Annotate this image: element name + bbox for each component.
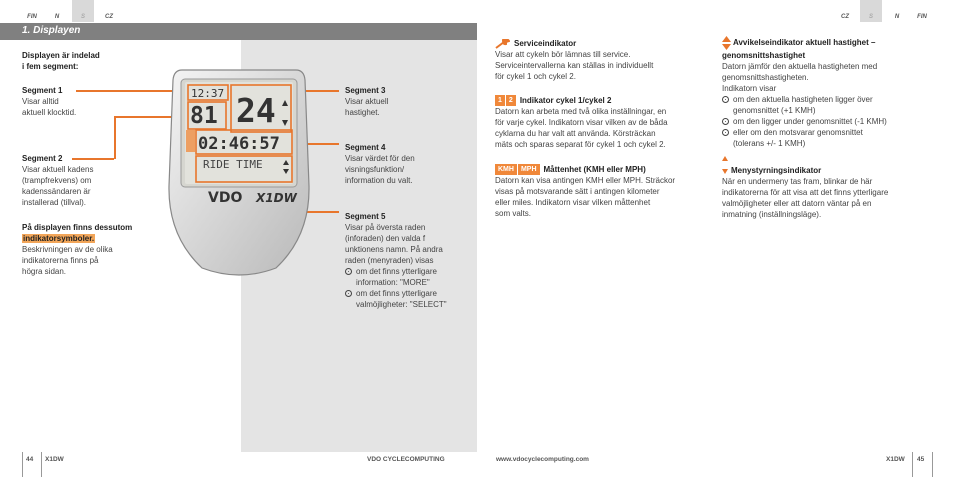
cycle-computer-illustration — [168, 68, 310, 278]
device-speed: 24 — [236, 91, 276, 130]
lang-tab-fin-left[interactable]: FIN — [27, 14, 37, 20]
footer-model-left: X1DW — [45, 456, 64, 463]
segment-5-block — [345, 211, 473, 310]
bullet-icon — [345, 268, 352, 275]
page-number-left: 44 — [26, 456, 34, 463]
segment-3-line-2: hastighet. — [345, 108, 380, 117]
segment-3-heading: Segment 3 — [345, 86, 386, 95]
bullet-icon — [722, 118, 729, 125]
wrench-icon — [495, 39, 510, 49]
lang-tab-n-left[interactable]: N — [54, 14, 60, 20]
up-down-arrows-icon — [722, 36, 731, 50]
segment-5-line-4: raden (menyraden) visas — [345, 256, 434, 265]
segment-3-block — [345, 85, 388, 118]
page-footer — [0, 452, 954, 477]
bullet-icon — [722, 96, 729, 103]
extra-heading: På displayen finns dessutom — [22, 223, 133, 232]
menu-indicator-block: Menystyrningsindikator När en undermeny tas fram, blinkar de här indikatorerna för att visa att det finns ytterligare valmöjligheter eller att datorn väntar på en inmatning (inställningsläge). — [722, 156, 937, 220]
list-item: eller om den motsvarar genomsnittet (tolerans +/- 1 KMH) — [722, 127, 937, 149]
segment-4-line-3: information du valt. — [345, 176, 413, 185]
segment-5-line-3: unktionens namn. På andra — [345, 245, 443, 254]
lang-tab-fin-right[interactable]: FIN — [917, 14, 927, 20]
segment-4-block — [345, 142, 415, 186]
segment-1-block — [22, 85, 76, 118]
unit-heading: Måttenhet (KMH eller MPH) — [543, 165, 646, 174]
footer-divider — [912, 452, 913, 477]
intro-line-2: i fem segment: — [22, 62, 79, 71]
device-cadence: 81 — [190, 103, 218, 129]
menu-heading: Menystyrningsindikator — [731, 166, 822, 175]
segment-2-heading: Segment 2 — [22, 154, 63, 163]
footer-divider — [22, 452, 23, 477]
list-item: om den aktuella hastigheten ligger över genomsnittet (+1 KMH) — [722, 94, 937, 116]
segment-3-line-1: Visar aktuell — [345, 97, 389, 106]
section-header-bar — [0, 23, 477, 40]
segment-5-heading: Segment 5 — [345, 212, 386, 221]
device-model: X1DW — [256, 191, 297, 205]
extra-line-2: indikatorerna finns på — [22, 256, 99, 265]
list-item: om det finns ytterligare valmöjligheter: "SELECT" — [345, 288, 473, 310]
footer-brand: VDO CYCLECOMPUTING — [367, 456, 445, 463]
intro-line-1: Displayen är indelad — [22, 51, 100, 60]
list-item: om den ligger under genomsnittet (-1 KMH) — [722, 116, 937, 127]
lang-tab-cz-right[interactable]: CZ — [841, 14, 849, 20]
segment-2-line-2: (trampfrekvens) om — [22, 176, 92, 185]
segment-1-line-2: aktuell klocktid. — [22, 108, 77, 117]
bike-indicator-block: 1 2 Indikator cykel 1/cykel 2 Datorn kan arbeta med två olika inställningar, en för varje cykel. Indikatorn visar vilken av de båda cyklarna du har valt att använda. Körsträckan mäts och sparas separat för cykel 1 och cykel 2. — [495, 96, 668, 150]
bike-heading: Indikator cykel 1/cykel 2 — [519, 96, 612, 105]
lang-tab-cz-left[interactable]: CZ — [105, 14, 113, 20]
bullet-icon — [722, 129, 729, 136]
menu-arrows-icon — [722, 156, 728, 174]
extra-highlight: indikatorsymboler. — [23, 234, 95, 243]
bike-1-badge: 1 — [495, 95, 505, 106]
kmh-badge: KMH — [495, 164, 517, 175]
bike-2-badge: 2 — [506, 95, 516, 106]
segment-5-line-2: (inforaden) den valda f — [345, 234, 426, 243]
footer-divider — [932, 452, 933, 477]
list-item: om det finns ytterligare information: "MORE" — [345, 266, 473, 288]
device-brand: VDO — [208, 190, 243, 206]
device-text-line: RIDE TIME — [203, 158, 263, 171]
segment-4-line-2: visningsfunktion/ — [345, 165, 405, 174]
device-value: 02:46:57 — [198, 134, 280, 154]
footer-divider — [41, 452, 42, 477]
footer-model-right: X1DW — [886, 456, 905, 463]
deviation-indicator-block: Avvikelseindikator aktuell hastighet – genomsnittshastighet Datorn jämför den aktuella hastigheten med genomsnittshastigheten. Indikatorn visar om den aktuella hastigheten ligger över genomsnittet (+1 KMH) om den ligger under genomsnittet (-1 KMH) eller om den motsvarar genomsnittet (tolerans +/- 1 KMH) — [722, 36, 937, 149]
service-heading: Serviceindikator — [514, 39, 577, 48]
top-language-bar — [0, 0, 954, 22]
lang-tab-s-right[interactable]: S — [860, 0, 882, 22]
device-clock: 12:37 — [191, 87, 225, 100]
lang-tab-n-right[interactable]: N — [894, 14, 900, 20]
section-title: 1. Displayen — [22, 25, 81, 36]
segment-2-line-4: installerad (tillval). — [22, 198, 87, 207]
footer-url[interactable]: www.vdocyclecomputing.com — [496, 456, 589, 463]
leader-line-segment-2-h — [72, 158, 114, 160]
segment-4-line-1: Visar värdet för den — [345, 154, 415, 163]
extra-indicators-block — [22, 222, 132, 277]
segment-5-line-1: Visar på översta raden — [345, 223, 426, 232]
segment-4-heading: Segment 4 — [345, 143, 386, 152]
mph-badge: MPH — [518, 164, 540, 175]
deviation-heading-1: Avvikelseindikator aktuell hastighet – — [733, 38, 876, 48]
leader-line-segment-2-v — [114, 116, 116, 159]
extra-line-3: högra sidan. — [22, 267, 67, 276]
lang-tab-s-left[interactable]: S — [72, 0, 94, 22]
bullet-icon — [345, 290, 352, 297]
page-number-right: 45 — [917, 456, 925, 463]
intro-text — [22, 50, 100, 72]
unit-indicator-block: KMH MPH Måttenhet (KMH eller MPH) Datorn kan visa antingen KMH eller MPH. Sträckor visas på motsvarande sätt i antingen kilometer eller miles. Indikatorn visar vilken måttenhet som valts. — [495, 165, 676, 219]
segment-2-line-3: kadenssändaren är — [22, 187, 91, 196]
deviation-bullets — [722, 94, 937, 149]
segment-2-block — [22, 153, 93, 208]
segment-5-bullets — [345, 266, 473, 310]
service-indicator-block: Serviceindikator Visar att cykeln bör lämnas till service. Serviceintervallerna kan ställas in individuellt för cykel 1 och cykel 2. — [495, 39, 654, 81]
segment-1-line-1: Visar alltid — [22, 97, 59, 106]
segment-2-line-1: Visar aktuell kadens — [22, 165, 94, 174]
segment-1-heading: Segment 1 — [22, 86, 63, 95]
extra-line-1: Beskrivningen av de olika — [22, 245, 113, 254]
deviation-heading-2: genomsnittshastighet — [722, 51, 806, 60]
